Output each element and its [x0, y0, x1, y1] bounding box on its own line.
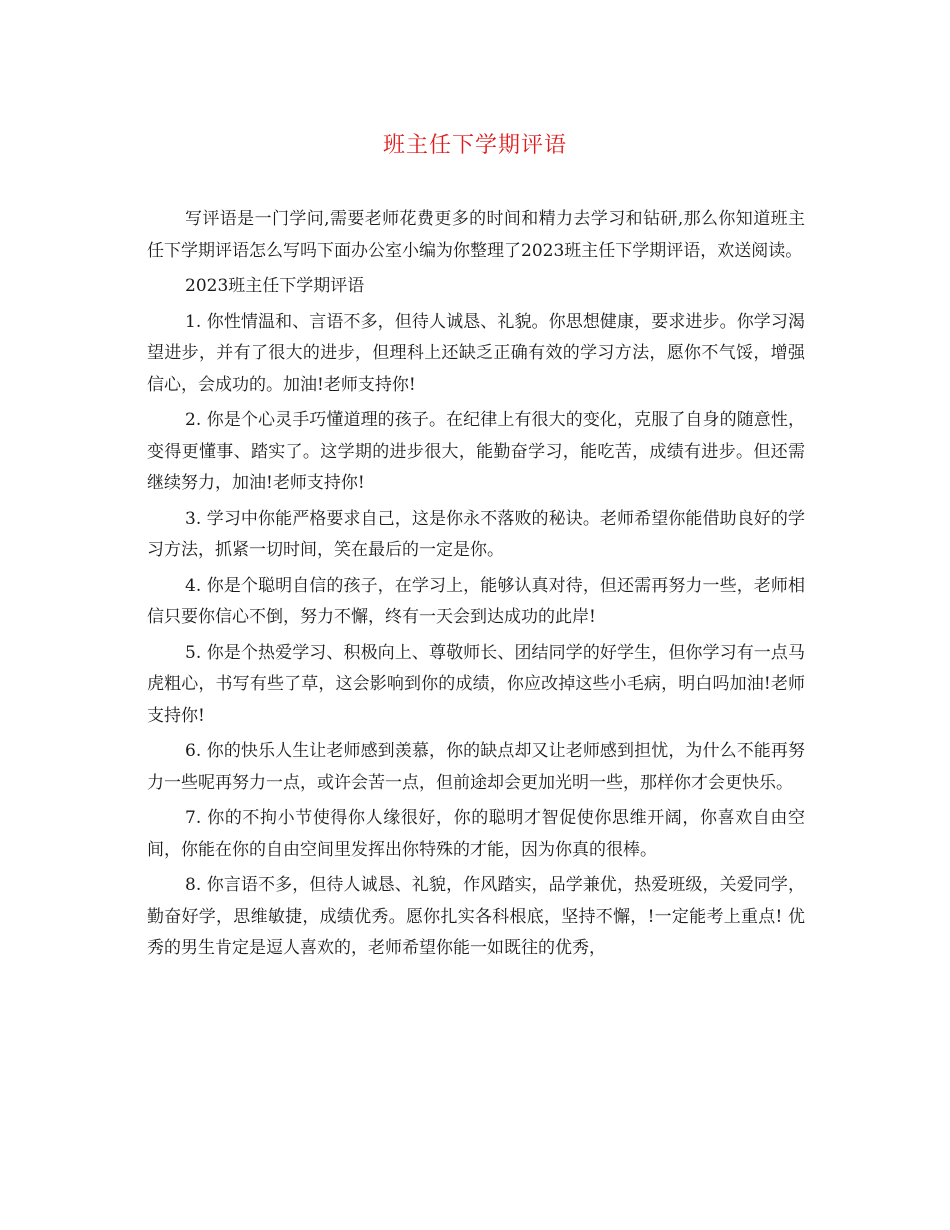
comment-item-1: 1. 你性情温和、言语不多，但待人诚恳、礼貌。你思想健康，要求进步。你学习渴望进步，并有了很大的进步，但理科上还缺乏正确有效的学习方法，愿你不气馁，增强信心，会成功的。加油!老师支持你! — [147, 311, 805, 395]
comment-item-7: 7. 你的不拘小节使得你人缘很好，你的聪明才智促使你思维开阔，你喜欢自由空间，你能在你的自由空间里发挥出你特殊的才能，因为你真的很棒。 — [147, 808, 805, 860]
comment-item-5: 5. 你是个热爱学习、积极向上、尊敬师长、团结同学的好学生，但你学习有一点马虎粗心，书写有些了草，这会影响到你的成绩，你应改掉这些小毛病，明白吗加油!老师支持你! — [147, 642, 805, 726]
comment-item-2: 2. 你是个心灵手巧懂道理的孩子。在纪律上有很大的变化，克服了自身的随意性，变得更懂事、踏实了。这学期的进步很大，能勤奋学习，能吃苦，成绩有进步。但还需继续努力，加油!老师支持你! — [147, 410, 805, 493]
intro-paragraph: 写评语是一门学问,需要老师花费更多的时间和精力去学习和钻研,那么你知道班主任下学期评语怎么写吗下面办公室小编为你整理了2023班主任下学期评语，欢送阅读。 — [147, 209, 805, 261]
section-subtitle: 2023班主任下学期评语 — [185, 276, 365, 296]
comment-item-3: 3. 学习中你能严格要求自己，这是你永不落败的秘诀。老师希望你能借助良好的学习方法，抓紧一切时间，笑在最后的一定是你。 — [147, 508, 805, 560]
document-body — [147, 204, 805, 969]
document-title: 班主任下学期评语 — [382, 133, 567, 158]
comment-item-4: 4. 你是个聪明自信的孩子，在学习上，能够认真对待，但还需再努力一些，老师相信只要你信心不倒，努力不懈，终有一天会到达成功的此岸! — [147, 575, 805, 627]
comment-item-8: 8. 你言语不多，但待人诚恳、礼貌，作风踏实，品学兼优，热爱班级，关爱同学，勤奋好学，思维敏捷，成绩优秀。愿你扎实各科根底，坚持不懈，!一定能考上重点! 优秀的男生肯定是逗人喜欢的，老师希望你能一如既往的优秀， — [147, 875, 805, 958]
comment-item-6: 6. 你的快乐人生让老师感到羡慕，你的缺点却又让老师感到担忧，为什么不能再努力一些呢再努力一点，或许会苦一点，但前途却会更加光明一些，那样你才会更快乐。 — [147, 741, 805, 793]
